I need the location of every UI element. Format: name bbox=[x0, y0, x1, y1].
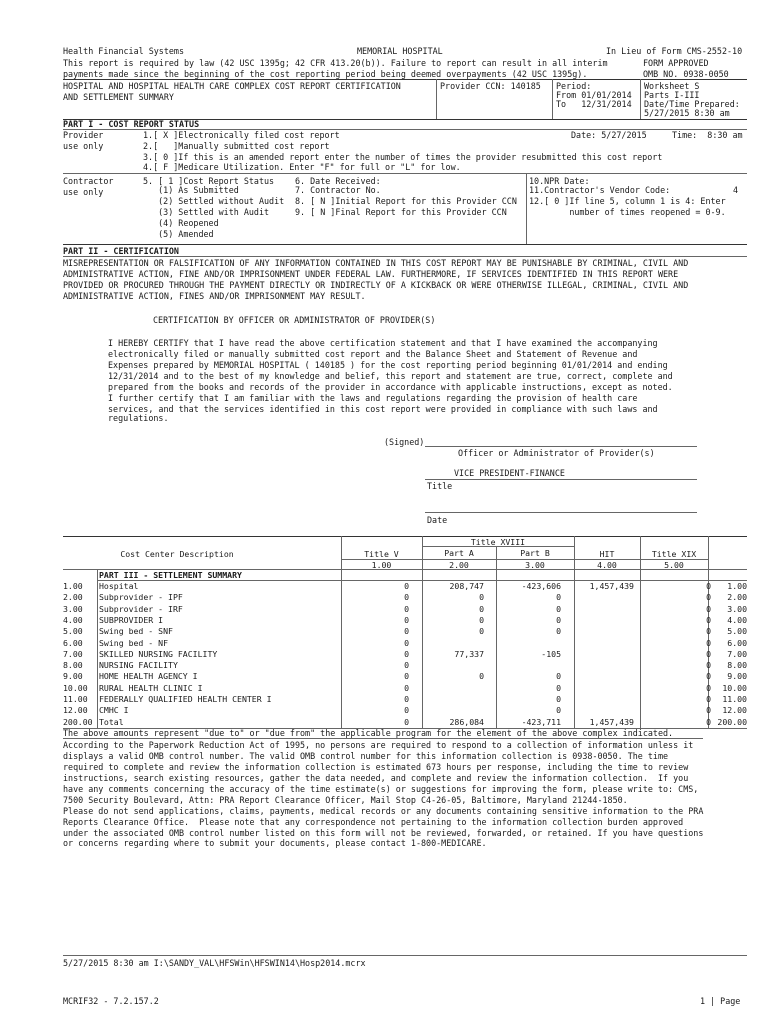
header-system-name: Health Financial Systems bbox=[63, 46, 185, 56]
row-line-number-right: 11.00 bbox=[722, 694, 747, 704]
row-line-number: 6.00 bbox=[63, 638, 83, 648]
warning-line: MISREPRESENTATION OR FALSIFICATION OF ANY INFORMATION CONTAINED IN THIS COST REPORT MAY BE PUNISHABLE BY CRIMINAL, CIVIL AND bbox=[63, 258, 689, 268]
row-value: 0 bbox=[706, 694, 711, 704]
col-number: 3.00 bbox=[525, 560, 545, 570]
date-line bbox=[425, 512, 697, 513]
row-value: 0 bbox=[404, 660, 409, 670]
row-line-number: 7.00 bbox=[63, 649, 83, 659]
row-value: 1,457,439 bbox=[589, 581, 634, 591]
parts-label: Parts I-III bbox=[644, 90, 700, 100]
row-line-number-right: 1.00 bbox=[727, 581, 747, 591]
warning-line: PROVIDED OR PROCURED THROUGH THE PAYMENT DIRECTLY OR INDIRECTLY OF A KICKBACK OR WERE OTHERWISE ILLEGAL, CRIMINAL, CIVIL AND bbox=[63, 280, 689, 290]
row-line-number-right: 8.00 bbox=[727, 660, 747, 670]
row-line-number-right: 10.00 bbox=[722, 683, 747, 693]
row-cost-center: SKILLED NURSING FACILITY bbox=[99, 649, 218, 659]
provider-ccn: Provider CCN: 140185 bbox=[440, 81, 541, 91]
row-value: 1,457,439 bbox=[589, 717, 634, 727]
divider bbox=[640, 79, 641, 119]
title-line bbox=[425, 479, 697, 480]
row-value: 0 bbox=[404, 683, 409, 693]
part3-heading: PART III - SETTLEMENT SUMMARY bbox=[99, 570, 242, 580]
divider bbox=[496, 546, 497, 728]
paperwork-line: or concerns regarding where to submit your documents, please contact 1-800-MEDICARE. bbox=[63, 838, 487, 848]
col-number: 4.00 bbox=[597, 560, 617, 570]
vendor-code-value: 4 bbox=[733, 185, 739, 195]
divider bbox=[526, 173, 527, 244]
col-number: 5.00 bbox=[664, 560, 684, 570]
provider-use-label: use only bbox=[63, 141, 104, 151]
cert-text-line: 12/31/2014 and to the best of my knowledge and belief, this report and statement are true, correct, complete and bbox=[108, 371, 673, 381]
contractor-number: 7. Contractor No. bbox=[295, 185, 381, 195]
col-header-part-a: Part A bbox=[444, 548, 474, 558]
row-value: 0 bbox=[479, 592, 484, 602]
row-value: 286,084 bbox=[449, 717, 484, 727]
paperwork-line: displays a valid OMB control number. The valid OMB control number for this information collection is 0938-0050. The time bbox=[63, 751, 669, 761]
row-line-number-right: 12.00 bbox=[722, 705, 747, 715]
row-cost-center: Swing bed - SNF bbox=[99, 626, 173, 636]
divider bbox=[63, 244, 747, 245]
row-cost-center: FEDERALLY QUALIFIED HEALTH CENTER I bbox=[99, 694, 272, 704]
row-line-number: 12.00 bbox=[63, 705, 88, 715]
omb-number: OMB NO. 0938-0050 bbox=[643, 69, 729, 79]
col-header-hit: HIT bbox=[599, 549, 615, 559]
divider bbox=[63, 738, 703, 739]
notice-line-1: This report is required by law (42 USC 1395g; 42 CFR 413.20(b)). Failure to report can result in all interim bbox=[63, 58, 608, 68]
divider bbox=[436, 79, 437, 119]
row-cost-center: Total bbox=[99, 717, 124, 727]
row-cost-center: SUBPROVIDER I bbox=[99, 615, 164, 625]
row-line-number: 3.00 bbox=[63, 604, 83, 614]
row-cost-center: Subprovider - IPF bbox=[99, 592, 183, 602]
warning-line: ADMINISTRATIVE ACTION, FINE AND/OR IMPRISONMENT UNDER FEDERAL LAW. FURTHERMORE, IF SERVICES IDENTIFIED IN THIS REPORT WERE bbox=[63, 269, 679, 279]
col-header-description: Cost Center Description bbox=[120, 549, 234, 559]
divider bbox=[63, 536, 747, 537]
row-value: -423,606 bbox=[521, 581, 561, 591]
initial-report: 8. [ N ]Initial Report for this Provider CCN bbox=[295, 196, 517, 206]
status-item-4: 4.[ F ]Medicare Utilization. Enter "F" for full or "L" for low. bbox=[143, 162, 461, 172]
row-line-number: 1.00 bbox=[63, 581, 83, 591]
title-label: Title bbox=[427, 481, 453, 491]
divider bbox=[97, 580, 747, 581]
filing-date: Date: 5/27/2015 bbox=[571, 130, 647, 140]
header-hospital-name: MEMORIAL HOSPITAL bbox=[357, 46, 443, 56]
row-value: 0 bbox=[404, 638, 409, 648]
status-item-2: 2.[ ]Manually submitted cost report bbox=[143, 141, 330, 151]
row-line-number-right: 2.00 bbox=[727, 592, 747, 602]
date-prepared-label: Date/Time Prepared: bbox=[644, 99, 740, 109]
row-line-number: 2.00 bbox=[63, 592, 83, 602]
cert-text-line: regulations. bbox=[108, 413, 169, 423]
divider bbox=[63, 173, 747, 174]
col-number: 2.00 bbox=[449, 560, 469, 570]
officer-title-value: VICE PRESIDENT-FINANCE bbox=[454, 468, 565, 478]
paperwork-line: under the associated OMB control number listed on this form will not be reviewed, forwarded, or retained. If you have questions bbox=[63, 828, 704, 838]
divider bbox=[97, 569, 98, 728]
row-value: 0 bbox=[706, 705, 711, 715]
row-value: 0 bbox=[404, 604, 409, 614]
report-title-line-2: AND SETTLEMENT SUMMARY bbox=[63, 92, 174, 102]
row-value: 0 bbox=[404, 615, 409, 625]
form-approved: FORM APPROVED bbox=[643, 58, 709, 68]
col-header-part-b: Part B bbox=[520, 548, 550, 558]
header-form-id: In Lieu of Form CMS-2552-10 bbox=[606, 46, 743, 56]
contractor-use-label: use only bbox=[63, 187, 104, 197]
npr-date: 10.NPR Date: bbox=[529, 176, 590, 186]
cert-text-line: Expenses prepared by MEMORIAL HOSPITAL ( 140185 ) for the cost reporting period beginning 01/01/2014 and ending bbox=[108, 360, 668, 370]
reopened-count: number of times reopened = 0-9. bbox=[529, 207, 726, 217]
notice-line-2: payments made since the beginning of the cost reporting period being deemed overpayments (42 USC 1395g). bbox=[63, 69, 588, 79]
divider bbox=[63, 256, 747, 257]
part2-heading: PART II - CERTIFICATION bbox=[63, 246, 179, 256]
row-value: 0 bbox=[404, 592, 409, 602]
title-xviii-header: Title XVIII bbox=[470, 537, 526, 547]
signed-label: (Signed) bbox=[384, 437, 425, 447]
row-value: 77,337 bbox=[454, 649, 484, 659]
row-value: 0 bbox=[479, 671, 484, 681]
paperwork-line: required to complete and review the information collection is estimated 673 hours per response, including the time to review bbox=[63, 762, 689, 772]
row-value: 0 bbox=[404, 694, 409, 704]
row-value: 0 bbox=[706, 615, 711, 625]
paperwork-line: Please do not send applications, claims, payments, medical records or any documents containing sensitive information to the PRA bbox=[63, 806, 704, 816]
row-value: 0 bbox=[556, 683, 561, 693]
row-value: 0 bbox=[404, 671, 409, 681]
row-line-number: 10.00 bbox=[63, 683, 88, 693]
row-value: 0 bbox=[556, 615, 561, 625]
row-cost-center: Subprovider - IRF bbox=[99, 604, 183, 614]
row-value: 0 bbox=[404, 717, 409, 727]
date-label: Date bbox=[427, 515, 448, 525]
divider bbox=[552, 79, 553, 119]
row-value: 0 bbox=[556, 705, 561, 715]
cert-text-line: prepared from the books and records of the provider in accordance with applicable instructions, except as noted. bbox=[108, 382, 673, 392]
warning-line: ADMINISTRATIVE ACTION, FINES AND/OR IMPRISONMENT MAY RESULT. bbox=[63, 291, 366, 301]
footer-file-path: 5/27/2015 8:30 am I:\SANDY_VAL\HFSWin\HFSWIN14\Hosp2014.mcrx bbox=[63, 958, 366, 968]
row-value: 0 bbox=[556, 626, 561, 636]
cert-text-line: I further certify that I am familiar with the laws and regulations regarding the provision of health care bbox=[108, 393, 638, 403]
page-number: 1 | Page bbox=[700, 996, 741, 1006]
row-value: 208,747 bbox=[449, 581, 484, 591]
row-cost-center: RURAL HEALTH CLINIC I bbox=[99, 683, 203, 693]
row-value: 0 bbox=[556, 694, 561, 704]
col-header-title-v: Title V bbox=[364, 549, 399, 559]
report-title-line-1: HOSPITAL AND HOSPITAL HEALTH CARE COMPLEX COST REPORT CERTIFICATION bbox=[63, 81, 401, 91]
row-value: 0 bbox=[706, 626, 711, 636]
row-value: -423,711 bbox=[521, 717, 561, 727]
row-line-number: 9.00 bbox=[63, 671, 83, 681]
row-value: 0 bbox=[556, 671, 561, 681]
row-line-number-right: 5.00 bbox=[727, 626, 747, 636]
row-line-number-right: 4.00 bbox=[727, 615, 747, 625]
row-cost-center: CMHC I bbox=[99, 705, 129, 715]
status-option: (2) Settled without Audit bbox=[143, 196, 285, 206]
row-line-number: 8.00 bbox=[63, 660, 83, 670]
certification-title: CERTIFICATION BY OFFICER OR ADMINISTRATOR OF PROVIDER(S) bbox=[153, 315, 436, 325]
date-prepared: 5/27/2015 8:30 am bbox=[644, 108, 730, 118]
row-value: 0 bbox=[479, 626, 484, 636]
row-cost-center: HOME HEALTH AGENCY I bbox=[99, 671, 198, 681]
row-value: 0 bbox=[706, 671, 711, 681]
row-cost-center: NURSING FACILITY bbox=[99, 660, 178, 670]
row-line-number: 11.00 bbox=[63, 694, 88, 704]
paperwork-line: Reports Clearance Office. Please note that any correspondence not pertaining to the information collection burden approved bbox=[63, 817, 684, 827]
period-from: From 01/01/2014 bbox=[556, 90, 632, 100]
row-line-number-right: 3.00 bbox=[727, 604, 747, 614]
settlement-note: The above amounts represent "due to" or "due from" the applicable program for the element of the above complex indicated. bbox=[63, 728, 674, 738]
filing-time: Time: 8:30 am bbox=[672, 130, 743, 140]
row-value: 0 bbox=[706, 604, 711, 614]
contractor-use-label: Contractor bbox=[63, 176, 114, 186]
row-line-number-right: 6.00 bbox=[727, 638, 747, 648]
status-item-3: 3.[ 0 ]If this is an amended report enter the number of times the provider resubmitted this cost report bbox=[143, 152, 663, 162]
row-value: 0 bbox=[706, 592, 711, 602]
officer-label: Officer or Administrator of Provider(s) bbox=[458, 448, 655, 458]
paperwork-line: have any comments concerning the accuracy of the time estimate(s) or suggestions for improving the form, please write to: CMS, bbox=[63, 784, 699, 794]
status-option: (5) Amended bbox=[143, 229, 214, 239]
reopened-line: 12.[ 0 ]If line 5, column 1 is 4: Enter bbox=[529, 196, 726, 206]
col-header-title-xix: Title XIX bbox=[651, 549, 697, 559]
row-value: 0 bbox=[404, 705, 409, 715]
row-cost-center: Hospital bbox=[99, 581, 139, 591]
cert-text-line: I HEREBY CERTIFY that I have read the above certification statement and that I have examined the accompanying bbox=[108, 338, 658, 348]
row-line-number: 4.00 bbox=[63, 615, 83, 625]
row-value: 0 bbox=[706, 717, 711, 727]
period-to: To 12/31/2014 bbox=[556, 99, 632, 109]
status-option: (1) As Submitted bbox=[143, 185, 239, 195]
paperwork-line: 7500 Security Boulevard, Attn: PRA Report Clearance Officer, Mail Stop C4-26-05, Baltimore, Maryland 21244-1850. bbox=[63, 795, 628, 805]
row-value: 0 bbox=[706, 683, 711, 693]
divider bbox=[63, 79, 747, 80]
row-value: 0 bbox=[706, 660, 711, 670]
signature-line bbox=[425, 446, 697, 447]
status-option: (3) Settled with Audit bbox=[143, 207, 270, 217]
row-value: 0 bbox=[404, 626, 409, 636]
vendor-code-label: 11.Contractor's Vendor Code: bbox=[529, 185, 671, 195]
divider bbox=[63, 955, 747, 956]
row-value: 0 bbox=[479, 604, 484, 614]
row-value: -105 bbox=[541, 649, 561, 659]
footer-version: MCRIF32 - 7.2.157.2 bbox=[63, 996, 159, 1006]
final-report: 9. [ N ]Final Report for this Provider CCN bbox=[295, 207, 507, 217]
row-line-number: 5.00 bbox=[63, 626, 83, 636]
status-item-1: 1.[ X ]Electronically filed cost report bbox=[143, 130, 340, 140]
row-value: 0 bbox=[706, 638, 711, 648]
row-value: 0 bbox=[404, 649, 409, 659]
row-line-number-right: 7.00 bbox=[727, 649, 747, 659]
worksheet-label: Worksheet S bbox=[644, 81, 700, 91]
cert-text-line: electronically filed or manually submitted cost report and the Balance Sheet and Statement of Revenue and bbox=[108, 349, 638, 359]
row-value: 0 bbox=[479, 615, 484, 625]
date-received: 6. Date Received: bbox=[295, 176, 381, 186]
row-value: 0 bbox=[404, 581, 409, 591]
row-line-number-right: 9.00 bbox=[727, 671, 747, 681]
col-number: 1.00 bbox=[371, 560, 392, 570]
paperwork-line: instructions, search existing resources, gather the data needed, and complete and review the information collection. If you bbox=[63, 773, 689, 783]
row-line-number-right: 200.00 bbox=[717, 717, 747, 727]
cert-text-line: services, and that the services identified in this cost report were provided in compliance with such laws and bbox=[108, 404, 658, 414]
row-value: 0 bbox=[556, 604, 561, 614]
row-value: 0 bbox=[556, 592, 561, 602]
cost-report-status: 5. [ 1 ]Cost Report Status bbox=[143, 176, 275, 186]
part1-heading: PART I - COST REPORT STATUS bbox=[63, 119, 200, 129]
status-option: (4) Reopened bbox=[143, 218, 219, 228]
period-label: Period: bbox=[556, 81, 592, 91]
row-value: 0 bbox=[706, 649, 711, 659]
row-value: 0 bbox=[706, 581, 711, 591]
row-line-number: 200.00 bbox=[63, 717, 93, 727]
row-cost-center: Swing bed - NF bbox=[99, 638, 169, 648]
provider-use-label: Provider bbox=[63, 130, 104, 140]
paperwork-line: According to the Paperwork Reduction Act of 1995, no persons are required to respond to a collection of information unless it bbox=[63, 740, 694, 750]
